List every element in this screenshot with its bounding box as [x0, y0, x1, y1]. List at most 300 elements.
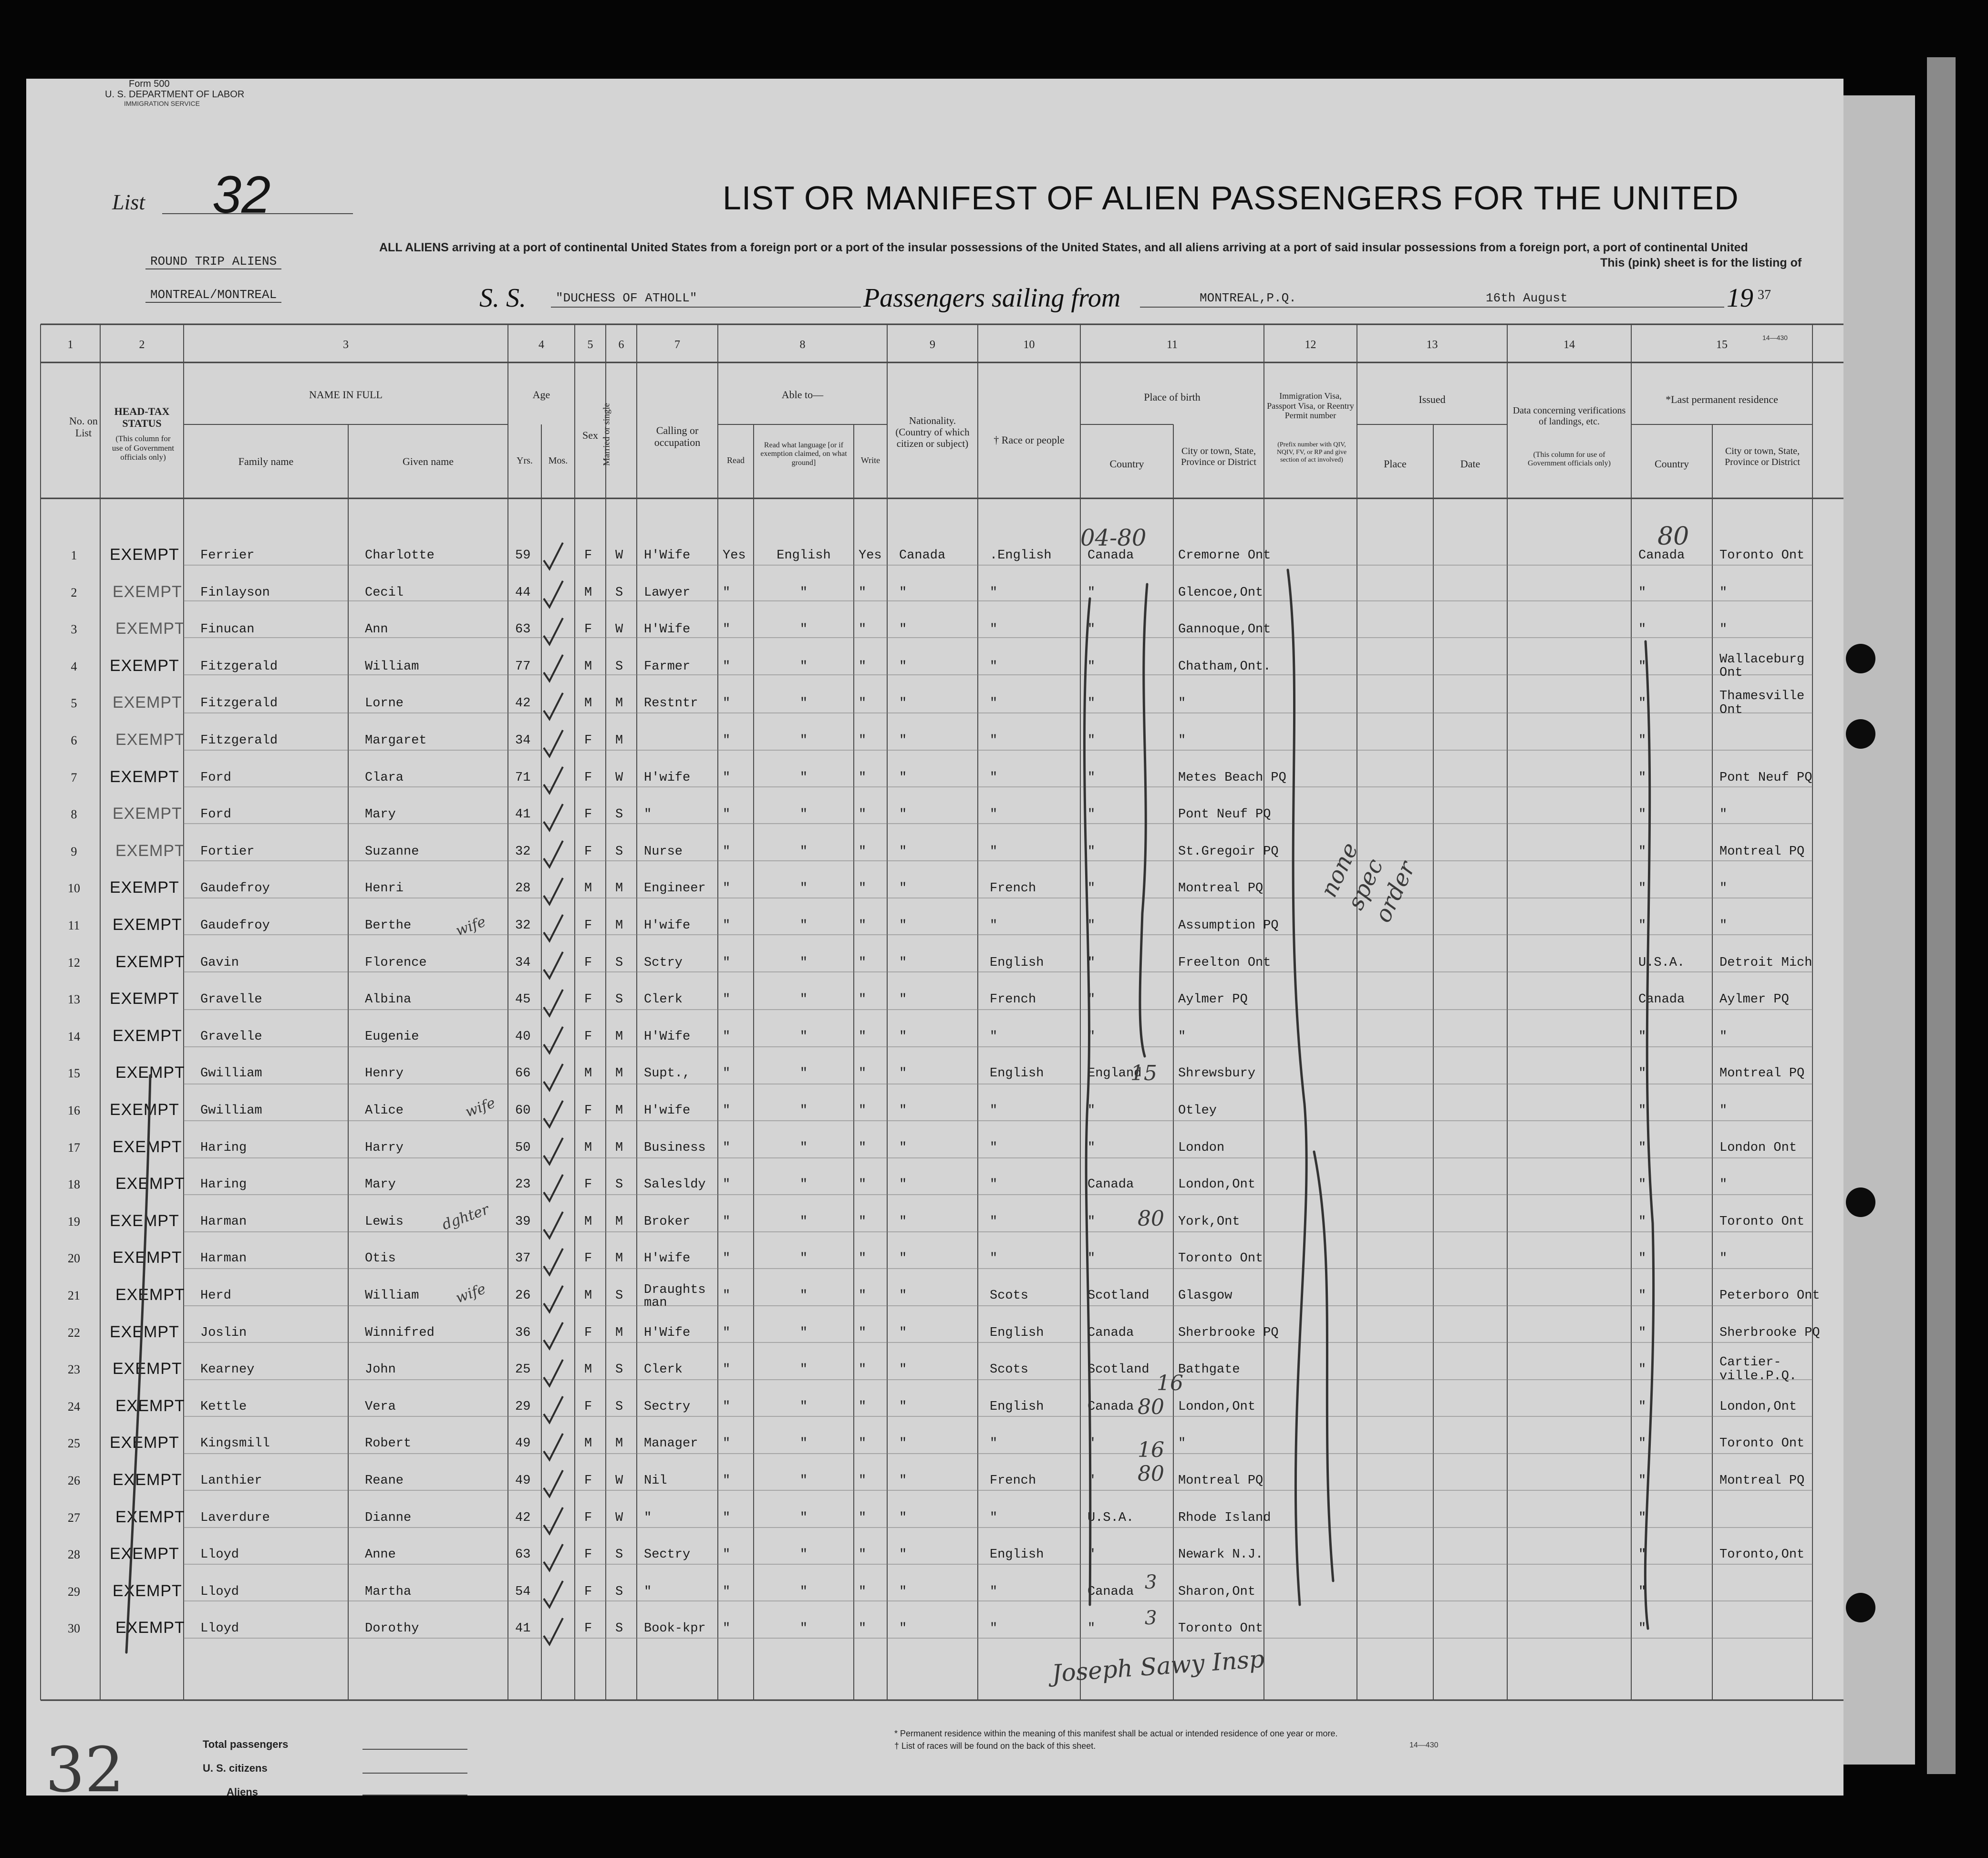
- occupation: ": [644, 807, 652, 822]
- read-language: ": [799, 1140, 808, 1155]
- checkmark: [544, 1581, 563, 1607]
- row-number: 11: [68, 919, 80, 932]
- race: ": [990, 1214, 998, 1229]
- occupation: H'Wife: [644, 1029, 691, 1044]
- can-read: ": [723, 955, 731, 970]
- read-language: ": [799, 585, 808, 600]
- nationality: ": [899, 1436, 907, 1451]
- family-name: Fitzgerald: [200, 659, 278, 674]
- read-language: ": [799, 659, 808, 674]
- residence-country: ": [1638, 807, 1646, 822]
- birth-city-bracket: [1140, 584, 1147, 1056]
- occupation: Engineer: [644, 881, 706, 896]
- residence-city: Montreal PQ: [1719, 1066, 1805, 1081]
- sex: F: [584, 1584, 592, 1599]
- age-years: 41: [515, 1621, 531, 1636]
- sex: F: [584, 955, 592, 970]
- given-name: Lewis: [365, 1214, 404, 1229]
- occupation: Clerk: [644, 1363, 683, 1377]
- can-write: ": [859, 1510, 867, 1525]
- race: English: [990, 955, 1044, 970]
- row-number: 10: [68, 881, 80, 896]
- residence-country: ": [1638, 1510, 1646, 1525]
- nationality: ": [899, 1214, 907, 1229]
- nationality: ": [899, 585, 907, 600]
- birth-code-8: 3: [1145, 1571, 1157, 1593]
- can-write: ": [859, 585, 867, 600]
- checkmark: [544, 767, 563, 793]
- read-language: ": [799, 1214, 808, 1229]
- can-read: ": [723, 881, 731, 896]
- birth-city: Sherbrooke PQ: [1178, 1325, 1279, 1340]
- residence-city: London,Ont: [1719, 1399, 1797, 1414]
- birth-code-9: 3: [1145, 1607, 1157, 1629]
- read-language: ": [799, 992, 808, 1007]
- header-mos: Mos.: [548, 455, 568, 466]
- given-name: Henri: [365, 881, 404, 896]
- header-issued: Issued: [1419, 393, 1446, 405]
- can-read: ": [723, 622, 731, 637]
- age-years: 60: [515, 1104, 531, 1118]
- residence-country: Canada: [1638, 548, 1685, 563]
- stamp-montreal: MONTREAL/MONTREAL: [145, 288, 281, 303]
- birth-city: Toronto Ont: [1178, 1621, 1263, 1636]
- sex: F: [584, 1474, 592, 1488]
- age-years: 54: [515, 1584, 531, 1599]
- marital-status: S: [615, 1177, 623, 1192]
- occupation: H'Wife: [644, 622, 691, 637]
- birth-city: Aylmer PQ: [1178, 992, 1248, 1007]
- family-name: Gaudefroy: [200, 881, 270, 896]
- read-language: ": [799, 770, 808, 785]
- birth-country: ": [1087, 955, 1096, 970]
- family-name: Ford: [200, 770, 231, 785]
- nationality: ": [899, 1177, 907, 1192]
- can-write: ": [859, 1029, 867, 1044]
- occupation: Supt.,: [644, 1066, 691, 1081]
- nationality: ": [899, 807, 907, 822]
- read-language: English: [777, 548, 831, 563]
- header-place-of-birth: Place of birth: [1144, 391, 1201, 403]
- row-number: 28: [68, 1548, 80, 1562]
- residence-country: ": [1638, 1140, 1646, 1155]
- manifest-subtitle-2: This (pink) sheet is for the listing of: [1600, 256, 1802, 269]
- read-language: ": [799, 844, 808, 859]
- head-tax-status: EXEMPT: [115, 841, 185, 860]
- marital-status: W: [615, 622, 623, 637]
- birth-city: Pont Neuf PQ: [1178, 807, 1271, 822]
- can-write: ": [859, 1548, 867, 1562]
- checkmark: [544, 1544, 563, 1570]
- age-years: 34: [515, 955, 531, 970]
- relation-note: dghter: [440, 1201, 491, 1234]
- birth-country: ": [1087, 733, 1096, 748]
- us-citizens-rule: [362, 1773, 467, 1774]
- can-write: ": [859, 1363, 867, 1377]
- can-read: ": [723, 1140, 731, 1155]
- can-read: ": [723, 1066, 731, 1081]
- sex: F: [584, 770, 592, 785]
- family-name: Gwilliam: [200, 1104, 262, 1118]
- occupation: H'wife: [644, 919, 691, 933]
- row-number: 19: [68, 1214, 80, 1228]
- sex: F: [584, 1029, 592, 1044]
- occupation: Farmer: [644, 659, 691, 674]
- residence-city: ": [1719, 881, 1728, 896]
- department-name: U. S. DEPARTMENT OF LABOR: [105, 89, 245, 100]
- occupation: H'wife: [644, 1251, 691, 1266]
- form-number: Form 500: [129, 79, 170, 89]
- occupation: H'wife: [644, 770, 691, 785]
- occupation: Salesldy: [644, 1177, 706, 1192]
- column-number: 9: [930, 339, 935, 351]
- col12-handwritten-note: none spec order: [1315, 838, 1421, 927]
- age-years: 44: [515, 585, 531, 600]
- checkmark: [544, 1286, 563, 1312]
- age-years: 49: [515, 1436, 531, 1451]
- birth-city: London,Ont: [1178, 1399, 1256, 1414]
- birth-city: Sharon,Ont: [1178, 1584, 1256, 1599]
- row-number: 14: [68, 1029, 80, 1043]
- birth-city: Assumption PQ: [1178, 919, 1279, 933]
- occupation: Manager: [644, 1436, 698, 1451]
- checkmark: [544, 878, 563, 904]
- ss-label: S. S.: [479, 283, 526, 313]
- can-write: ": [859, 992, 867, 1007]
- birth-country: ": [1087, 881, 1096, 896]
- birth-country: U.S.A.: [1087, 1510, 1134, 1525]
- birth-city: ": [1178, 733, 1186, 748]
- can-read: Yes: [723, 548, 746, 563]
- row-number: 2: [71, 585, 77, 599]
- age-years: 28: [515, 881, 531, 896]
- checkmark: [544, 1138, 563, 1164]
- nationality: ": [899, 1510, 907, 1525]
- footnote-races: † List of races will be found on the back of this sheet.: [894, 1741, 1096, 1751]
- header-family-name: Family name: [238, 455, 294, 467]
- race: ": [990, 1140, 998, 1155]
- family-name: Fortier: [200, 844, 255, 859]
- read-language: ": [799, 622, 808, 637]
- nationality: ": [899, 770, 907, 785]
- race: ": [990, 807, 998, 822]
- column-number: 4: [538, 339, 544, 351]
- sex: M: [584, 1363, 592, 1377]
- marital-status: M: [615, 696, 623, 711]
- age-years: 42: [515, 696, 531, 711]
- sex: M: [584, 1214, 592, 1229]
- row-number: 1: [71, 548, 77, 562]
- read-language: ": [799, 1399, 808, 1414]
- age-years: 50: [515, 1140, 531, 1155]
- can-read: ": [723, 1621, 731, 1636]
- marital-status: W: [615, 1474, 623, 1488]
- page-stack-edge-far: [1927, 57, 1956, 1774]
- year-prefix: 19: [1727, 283, 1753, 313]
- relation-note: wife: [453, 1280, 488, 1307]
- birth-city: ": [1178, 1436, 1186, 1451]
- race: ": [990, 659, 998, 674]
- occupation: Broker: [644, 1214, 691, 1229]
- header-calling: Calling or occupation: [654, 424, 701, 449]
- given-name: Clara: [365, 770, 404, 785]
- head-tax-status: EXEMPT: [115, 1175, 185, 1193]
- family-name: Lloyd: [200, 1584, 239, 1599]
- marital-status: S: [615, 585, 623, 600]
- header-head-tax-note: (This column for use of Government officials only): [112, 434, 175, 462]
- header-visa-note: (Prefix number with QIV, NQIV, FV, or RP and give section of act involved): [1276, 441, 1347, 464]
- birth-country-bracket: [1085, 599, 1090, 1605]
- row-number: 29: [68, 1584, 80, 1599]
- can-read: ": [723, 1251, 731, 1266]
- occupation: Book-kpr: [644, 1621, 706, 1636]
- birth-country: Canada: [1087, 1177, 1134, 1192]
- given-name: Eugenie: [365, 1029, 419, 1044]
- can-write: ": [859, 1177, 867, 1192]
- nationality: ": [899, 1251, 907, 1266]
- birth-country: ": [1087, 1029, 1096, 1044]
- birth-code-2: 15: [1130, 1061, 1157, 1085]
- marital-status: S: [615, 1363, 623, 1377]
- marital-status: M: [615, 1251, 623, 1266]
- head-tax-status: EXEMPT: [110, 878, 179, 897]
- nationality: ": [899, 1548, 907, 1562]
- occupation: H'wife: [644, 1104, 691, 1118]
- header-read: Read: [727, 455, 745, 465]
- can-read: ": [723, 1510, 731, 1525]
- header-visa: Immigration Visa, Passport Visa, or Reentry Permit number: [1267, 391, 1354, 421]
- family-name: Lloyd: [200, 1621, 239, 1636]
- nationality: ": [899, 881, 907, 896]
- birth-city: St.Gregoir PQ: [1178, 844, 1279, 859]
- family-name: Kearney: [200, 1363, 255, 1377]
- header-write: Write: [860, 455, 880, 465]
- marital-status: S: [615, 1399, 623, 1414]
- header-name-in-full: NAME IN FULL: [309, 389, 383, 401]
- head-tax-status: EXEMPT: [113, 916, 182, 934]
- checkmark: [544, 618, 563, 644]
- visa-brace: [1314, 1152, 1333, 1581]
- head-tax-status: EXEMPT: [110, 1211, 179, 1230]
- head-tax-status: EXEMPT: [110, 656, 179, 675]
- residence-country: ": [1638, 1289, 1646, 1303]
- birth-city: Cremorne Ont: [1178, 548, 1271, 563]
- header-landings-note: (This column for use of Government officials only): [1528, 451, 1611, 468]
- birth-country: ": [1087, 1436, 1096, 1451]
- marital-status: M: [615, 1066, 623, 1081]
- sex: M: [584, 1066, 592, 1081]
- head-tax-status: EXEMPT: [113, 1249, 182, 1267]
- age-years: 42: [515, 1510, 531, 1525]
- race: ": [990, 919, 998, 933]
- family-name: Ferrier: [200, 548, 255, 563]
- marital-status: M: [615, 1140, 623, 1155]
- relation-note: wife: [453, 913, 488, 939]
- checkmark: [544, 1507, 563, 1534]
- family-name: Haring: [200, 1140, 247, 1155]
- read-language: ": [799, 1104, 808, 1118]
- birth-country: ": [1087, 622, 1096, 637]
- checkmark: [544, 1322, 563, 1349]
- birth-city: Montreal PQ: [1178, 1474, 1263, 1488]
- family-name: Gavin: [200, 955, 239, 970]
- sex: M: [584, 585, 592, 600]
- column-number: 1: [67, 339, 73, 351]
- footnote-residence: * Permanent residence within the meaning of this manifest shall be actual or intended residence of one year or more.: [894, 1729, 1338, 1738]
- age-years: 29: [515, 1399, 531, 1414]
- checkmark: [544, 804, 563, 830]
- residence-country: ": [1638, 1548, 1646, 1562]
- given-name: Mary: [365, 807, 396, 822]
- list-label: List: [112, 190, 145, 214]
- race: French: [990, 881, 1036, 896]
- age-years: 23: [515, 1177, 531, 1192]
- family-name: Kingsmill: [200, 1436, 270, 1451]
- binder-hole: [1846, 719, 1875, 749]
- birth-country: ": [1087, 1214, 1096, 1229]
- birth-country: Canada: [1087, 548, 1134, 563]
- can-read: ": [723, 807, 731, 822]
- birth-city: Rhode Island: [1178, 1510, 1271, 1525]
- nationality: ": [899, 1140, 907, 1155]
- marital-status: M: [615, 1436, 623, 1451]
- head-tax-status: EXEMPT: [113, 1137, 182, 1156]
- column-number: 11: [1166, 339, 1178, 351]
- age-years: 37: [515, 1251, 531, 1266]
- sex: M: [584, 659, 592, 674]
- age-years: 40: [515, 1029, 531, 1044]
- residence-country: ": [1638, 733, 1646, 748]
- given-name: Reane: [365, 1474, 404, 1488]
- can-write: ": [859, 955, 867, 970]
- birth-city: ": [1178, 1029, 1186, 1044]
- handwritten-total: 32: [45, 1734, 124, 1796]
- us-citizens-label: U. S. citizens: [203, 1762, 268, 1774]
- header-race: † Race or people: [994, 434, 1065, 446]
- header-sex: Sex: [582, 429, 598, 441]
- family-name: Haring: [200, 1177, 247, 1192]
- given-name: Otis: [365, 1251, 396, 1266]
- row-number: 12: [68, 955, 80, 970]
- checkmark: [544, 1212, 563, 1238]
- checkmark: [544, 841, 563, 867]
- family-name: Ford: [200, 807, 231, 822]
- can-write: ": [859, 807, 867, 822]
- residence-country: ": [1638, 1029, 1646, 1044]
- binder-hole: [1846, 1593, 1875, 1622]
- head-tax-status: EXEMPT: [115, 1286, 185, 1304]
- birth-city: Glencoe,Ont: [1178, 585, 1263, 600]
- head-tax-status: EXEMPT: [115, 1396, 185, 1415]
- given-name: Harry: [365, 1140, 404, 1155]
- row-number: 23: [68, 1363, 80, 1377]
- birth-code-1: 04-80: [1080, 525, 1147, 551]
- family-name: Gwilliam: [200, 1066, 262, 1081]
- can-write: ": [859, 1104, 867, 1118]
- given-name: Winnifred: [365, 1325, 435, 1340]
- row-number: 27: [68, 1510, 80, 1525]
- can-write: ": [859, 1214, 867, 1229]
- sex: F: [584, 733, 592, 748]
- can-read: ": [723, 844, 731, 859]
- birth-city: London,Ont: [1178, 1177, 1256, 1192]
- sex: F: [584, 548, 592, 563]
- race: ": [990, 622, 998, 637]
- head-tax-status: EXEMPT: [115, 619, 185, 638]
- manifest-subtitle: ALL ALIENS arriving at a port of continental United States from a foreign port or a port of the insular possessions of the United States, and all aliens arriving at a port of said insular possessions from a foreign port, a port of continental United: [379, 241, 1748, 254]
- marital-status: S: [615, 1621, 623, 1636]
- head-tax-status: EXEMPT: [110, 767, 179, 786]
- header-nationality: Nationality. (Country of which citizen or subject): [895, 415, 970, 450]
- head-tax-status: EXEMPT: [115, 952, 185, 971]
- age-years: 39: [515, 1214, 531, 1229]
- birth-country: ": [1087, 1251, 1096, 1266]
- read-language: ": [799, 1510, 808, 1525]
- family-name: Gaudefroy: [200, 919, 270, 933]
- race: ": [990, 1177, 998, 1192]
- residence-city: ": [1719, 622, 1728, 637]
- race: ": [990, 1621, 998, 1636]
- head-tax-status: EXEMPT: [113, 582, 182, 601]
- family-name: Gravelle: [200, 1029, 262, 1044]
- birth-country: ": [1087, 1104, 1096, 1118]
- given-name: John: [365, 1363, 396, 1377]
- race: .English: [990, 548, 1052, 563]
- can-write: ": [859, 1584, 867, 1599]
- age-years: 45: [515, 992, 531, 1007]
- can-read: ": [723, 1104, 731, 1118]
- residence-country: ": [1638, 1104, 1646, 1118]
- head-tax-status: EXEMPT: [110, 990, 179, 1008]
- nationality: Canada: [899, 548, 946, 563]
- marital-status: S: [615, 659, 623, 674]
- form-code-top: 14—430: [1762, 334, 1788, 341]
- nationality: ": [899, 733, 907, 748]
- can-write: ": [859, 659, 867, 674]
- marital-status: S: [615, 807, 623, 822]
- head-tax-status: EXEMPT: [115, 731, 185, 749]
- col12-bracket: [1288, 570, 1306, 1605]
- row-number: 16: [68, 1104, 80, 1117]
- nationality: ": [899, 1363, 907, 1377]
- given-name: Robert: [365, 1436, 412, 1451]
- sex: F: [584, 622, 592, 637]
- residence-country: ": [1638, 1325, 1646, 1340]
- birth-code-7: 80: [1138, 1462, 1164, 1486]
- birth-country: ": [1087, 844, 1096, 859]
- birth-city: ": [1178, 696, 1186, 711]
- residence-country: ": [1638, 585, 1646, 600]
- can-read: ": [723, 733, 731, 748]
- residence-city: Toronto Ont: [1719, 1214, 1805, 1229]
- can-read: ": [723, 770, 731, 785]
- head-tax-status: EXEMPT: [113, 1026, 182, 1045]
- residence-country: ": [1638, 1251, 1646, 1266]
- column-number: 5: [587, 339, 593, 351]
- sailing-label: Passengers sailing from: [863, 283, 1121, 313]
- sex: F: [584, 1548, 592, 1562]
- residence-country: ": [1638, 1066, 1646, 1081]
- can-read: ": [723, 1325, 731, 1340]
- residence-city: Montreal PQ: [1719, 844, 1805, 859]
- row-number: 7: [71, 770, 77, 784]
- age-years: 77: [515, 659, 531, 674]
- birth-country: ": [1087, 1140, 1096, 1155]
- header-no-on-list: No. on List: [69, 415, 98, 439]
- form-code-bottom: 14—430: [1409, 1741, 1439, 1749]
- occupation: H'Wife: [644, 1325, 691, 1340]
- checkmark: [544, 693, 563, 719]
